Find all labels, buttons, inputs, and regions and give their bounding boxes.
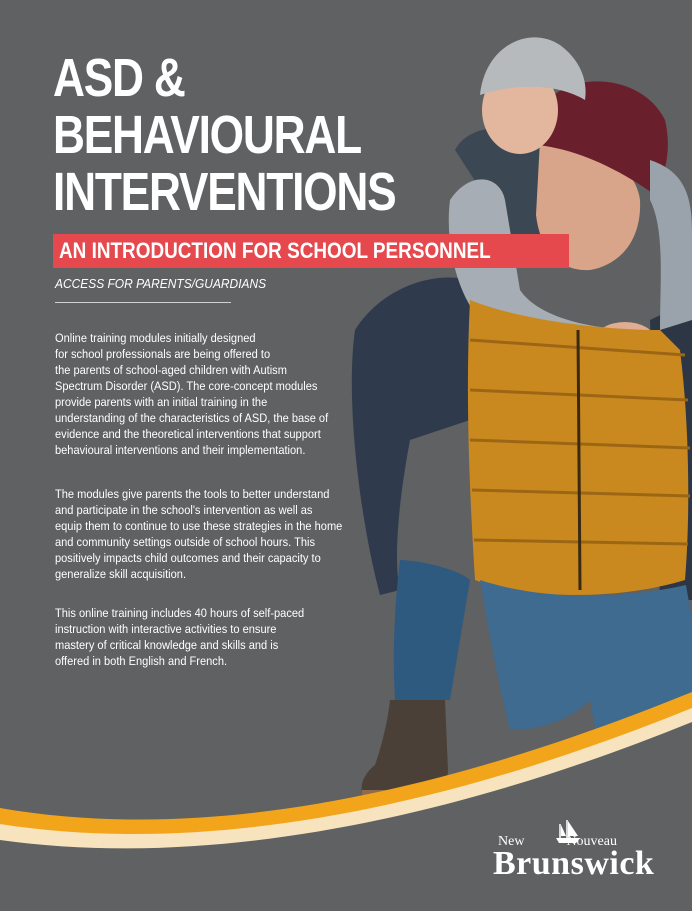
banner-text: AN INTRODUCTION FOR SCHOOL PERSONNEL (59, 238, 491, 263)
main-title (53, 50, 395, 221)
subtitle-banner (53, 234, 569, 268)
new-brunswick-logo (488, 818, 672, 884)
logo-new: New (498, 834, 525, 849)
title-line-1: ASD & (53, 48, 185, 108)
logo-brunswick: Brunswick (493, 845, 655, 882)
training-paragraph: This online training includes 40 hours of self-paced instruction with interactive activities to ensure mastery of critical knowledge and skills and is offered in both English and French. (55, 606, 305, 668)
modules-paragraph: The modules give parents the tools to better understand and participate in the school's intervention as well as equip them to continue to use these strategies in the home and community settings outside of school hours. This positively impacts child outcomes and their capacity to generalize skill acquisition. (55, 487, 343, 581)
intro-paragraph: Online training modules initially designed for school professionals are being offered to the parents of school-aged children with Autism Spectrum Disorder (ASD). The core-concept modules provide parents with an initial training in the understanding of the characteristics of ASD, the base of evidence and the theoretical interventions that support behavioural interventions and their implementation. (55, 331, 329, 457)
title-line-2: BEHAVIOURAL (53, 105, 361, 165)
title-line-3: INTERVENTIONS (53, 162, 396, 222)
subtitle-divider (55, 302, 231, 303)
audience-subtitle: ACCESS FOR PARENTS/GUARDIANS (55, 276, 267, 291)
logo-nouveau: Nouveau (566, 834, 617, 849)
